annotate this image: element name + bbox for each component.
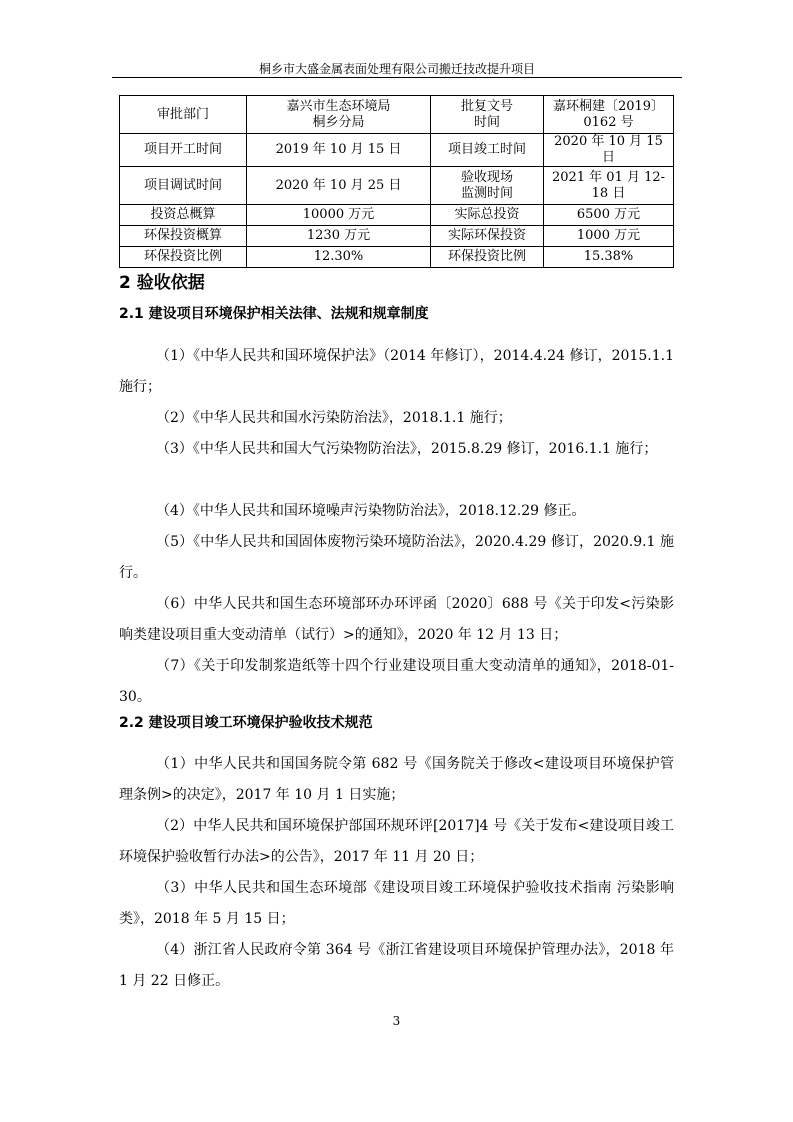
cell-line: 嘉兴市生态环境局 桐乡分局: [286, 98, 391, 130]
table-cell: 1000 万元: [544, 226, 674, 247]
table-cell: 2020 年 10 月 25 日: [247, 167, 431, 205]
table-cell: 实际总投资: [431, 205, 544, 226]
table-cell: 环保投资比例: [120, 247, 247, 268]
list-item: （1）中华人民共和国国务院令第 682 号《国务院关于修改<建设项目环境保护管理条例>的决定》，2017 年 10 月 1 日实施；: [119, 756, 674, 803]
list-item: （4）《中华人民共和国环境噪声污染物防治法》，2018.12.29 修正。: [156, 503, 586, 519]
table-cell: 验收现场 监测时间: [431, 167, 544, 205]
table-cell: 审批部门: [120, 96, 247, 134]
list-item: （3）中华人民共和国生态环境部《建设项目竣工环境保护验收技术指南 污染影响类》，2018 年 5 月 15 日；: [119, 880, 674, 927]
table-row: [120, 167, 674, 205]
table-cell: 15.38%: [544, 247, 674, 268]
list-item: （1）《中华人民共和国环境保护法》（2014 年修订），2014.4.24 修订，2015.1.1 施行；: [119, 348, 674, 395]
section-heading: 2 验收依据: [119, 273, 205, 293]
table-cell: 投资总概算: [120, 205, 247, 226]
table-cell: 12.30%: [247, 247, 431, 268]
table-cell: 项目竣工时间: [431, 134, 544, 167]
project-info-table: [119, 95, 674, 268]
table-row: [120, 205, 674, 226]
subsection-heading: 2.1 建设项目环境保护相关法律、法规和规章制度: [119, 306, 429, 322]
table-row: [120, 247, 674, 268]
table-cell: 嘉环桐建〔2019〕 0162 号: [544, 96, 674, 134]
list-item: （2）《中华人民共和国水污染防治法》，2018.1.1 施行；: [156, 410, 512, 426]
table-cell: 环保投资概算: [120, 226, 247, 247]
list-item: （5）《中华人民共和国固体废物污染环境防治法》，2020.4.29 修订，2020.9.1 施行。: [119, 534, 674, 581]
table-row: [120, 96, 674, 134]
table-cell: 2019 年 10 月 15 日: [247, 134, 431, 167]
table-cell: 项目调试时间: [120, 167, 247, 205]
running-header: 桐乡市大盛金属表面处理有限公司搬迁技改提升项目: [258, 62, 535, 76]
table-cell: 实际环保投资: [431, 226, 544, 247]
list-item: （4）浙江省人民政府令第 364 号《浙江省建设项目环境保护管理办法》，2018 年 1 月 22 日修正。: [119, 942, 674, 989]
table-cell: 10000 万元: [247, 205, 431, 226]
table-cell: 1230 万元: [247, 226, 431, 247]
table-row: [120, 134, 674, 167]
table-cell: 项目开工时间: [120, 134, 247, 167]
list-item: （7）《关于印发制浆造纸等十四个行业建设项目重大变动清单的通知》，2018-01-30。: [119, 658, 674, 705]
table-cell: 批复文号 时间: [431, 96, 544, 134]
table-row: [120, 226, 674, 247]
table-cell: 6500 万元: [544, 205, 674, 226]
table-cell: 环保投资比例: [431, 247, 544, 268]
header-rule: [112, 77, 682, 78]
table-cell: [247, 96, 431, 134]
page-number: 3: [392, 1014, 401, 1028]
list-item: （3）《中华人民共和国大气污染物防治法》，2015.8.29 修订，2016.1.1 施行；: [156, 441, 658, 457]
table-cell: 2020 年 10 月 15 日: [544, 134, 674, 167]
list-item: （6）中华人民共和国生态环境部环办环评函〔2020〕688 号《关于印发<污染影响类建设项目重大变动清单（试行）>的通知》，2020 年 12 月 13 日；: [119, 596, 674, 643]
subsection-heading: 2.2 建设项目竣工环境保护验收技术规范: [119, 715, 373, 731]
list-item: （2）中华人民共和国环境保护部国环规环评[2017]4 号《关于发布<建设项目竣工环境保护验收暂行办法>的公告》，2017 年 11 月 20 日；: [119, 818, 674, 865]
table-cell: 2021 年 01 月 12-18 日: [544, 167, 674, 205]
